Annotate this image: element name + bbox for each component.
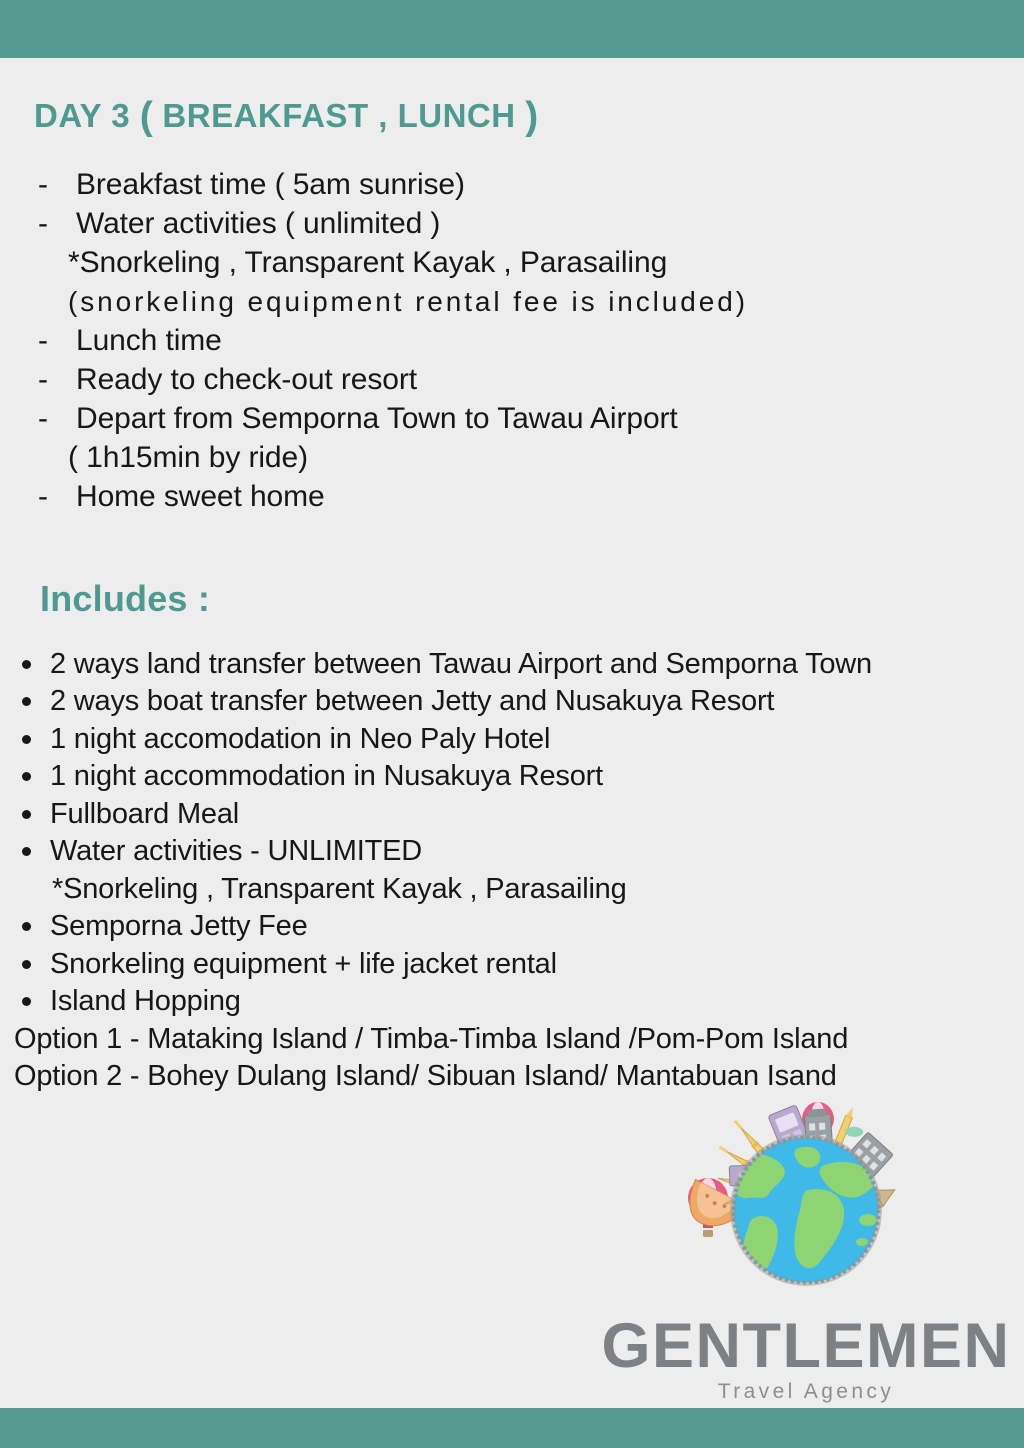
dash-marker: - — [38, 206, 48, 240]
list-item-subline — [0, 243, 1024, 282]
list-item-text: Ready to check-out resort — [76, 362, 417, 396]
list-item-text: Depart from Semporna Town to Tawau Airport — [76, 401, 678, 435]
bullet-icon — [22, 697, 31, 706]
day-title-main: DAY 3 — [34, 97, 131, 134]
dash-marker: - — [38, 323, 48, 357]
dash-marker: - — [38, 401, 48, 435]
list-item — [0, 204, 1024, 243]
list-item-text: Water activities ( unlimited ) — [76, 206, 441, 240]
list-item — [0, 758, 1024, 796]
day-itinerary-list — [0, 165, 1024, 516]
list-item-text: Fullboard Meal — [50, 797, 240, 830]
bullet-icon — [22, 847, 31, 856]
list-item-text: Breakfast time ( 5am sunrise) — [76, 167, 465, 201]
bullet-icon — [22, 772, 31, 781]
list-item — [0, 477, 1024, 516]
list-item-text: ( 1h15min by ride) — [68, 440, 308, 474]
list-item-text: 1 night accomodation in Neo Paly Hotel — [50, 722, 551, 755]
bottom-accent-bar — [0, 1408, 1024, 1448]
day-title-paren-open: ( — [139, 95, 153, 138]
list-item-text: Option 2 - Bohey Dulang Island/ Sibuan Island/ Mantabuan Isand — [14, 1060, 837, 1093]
day-title-paren-close: ) — [525, 95, 539, 138]
bullet-icon — [22, 660, 31, 669]
page-content — [0, 58, 1024, 1096]
list-item-subline — [0, 871, 1024, 909]
list-item — [0, 796, 1024, 834]
bullet-icon — [22, 810, 31, 819]
list-item-text: Semporna Jetty Fee — [50, 910, 308, 943]
logo-tagline: Travel Agency — [717, 1380, 895, 1403]
list-item-text: Option 1 - Mataking Island / Timba-Timba Island /Pom-Pom Island — [14, 1022, 849, 1055]
list-item-option — [0, 1058, 1024, 1096]
top-accent-bar — [0, 0, 1024, 58]
list-item — [0, 321, 1024, 360]
bullet-icon — [22, 960, 31, 969]
day-title-inner: BREAKFAST , LUNCH — [162, 97, 516, 134]
brand-logo — [596, 1092, 1016, 1403]
list-item-text: *Snorkeling , Transparent Kayak , Parasailing — [52, 872, 627, 905]
bullet-icon — [22, 922, 31, 931]
list-item — [0, 833, 1024, 871]
logo-wordmark: GENTLEMEN — [601, 1311, 1011, 1381]
dash-marker: - — [38, 167, 48, 201]
list-item — [0, 721, 1024, 759]
list-item-option — [0, 1021, 1024, 1059]
includes-heading: Includes : — [40, 577, 211, 619]
list-item — [0, 983, 1024, 1021]
page-title — [34, 96, 1024, 139]
globe-travel-icon — [672, 1092, 940, 1314]
bullet-icon — [22, 997, 31, 1006]
list-item — [0, 946, 1024, 984]
dash-marker: - — [38, 362, 48, 396]
list-item-text: Island Hopping — [50, 985, 241, 1018]
list-item-text: Lunch time — [76, 323, 222, 357]
list-item-text: 2 ways boat transfer between Jetty and Nusakuya Resort — [50, 685, 775, 718]
list-item-subline — [0, 438, 1024, 477]
list-item-text: Home sweet home — [76, 479, 325, 513]
dash-marker: - — [38, 479, 48, 513]
list-item — [0, 683, 1024, 721]
list-item-text: *Snorkeling , Transparent Kayak , Parasailing — [68, 245, 668, 279]
bullet-icon — [22, 735, 31, 744]
list-item-text: Snorkeling equipment + life jacket rental — [50, 947, 557, 980]
list-item-text: (snorkeling equipment rental fee is included) — [68, 285, 748, 317]
list-item — [0, 908, 1024, 946]
list-item-text: 2 ways land transfer between Tawau Airport and Semporna Town — [50, 647, 872, 680]
list-item — [0, 399, 1024, 438]
list-item-subline — [0, 282, 1024, 321]
list-item-text: Water activities - UNLIMITED — [50, 835, 422, 868]
list-item — [0, 360, 1024, 399]
list-item — [0, 165, 1024, 204]
includes-list — [0, 646, 1024, 1096]
list-item-text: 1 night accommodation in Nusakuya Resort — [50, 760, 603, 793]
list-item — [0, 646, 1024, 684]
